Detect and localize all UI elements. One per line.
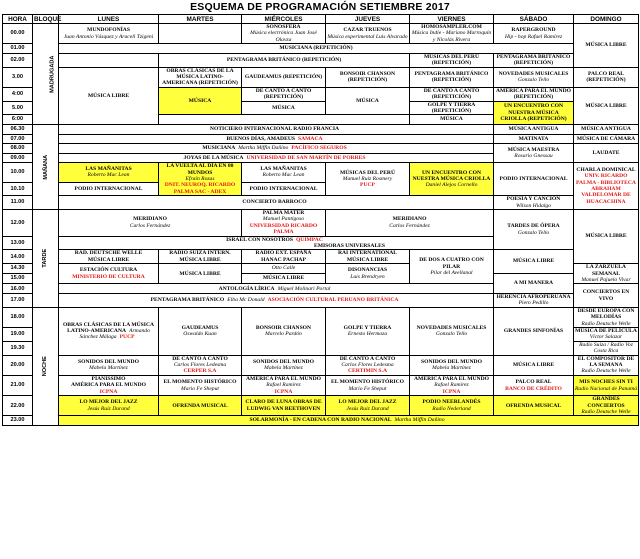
program-cell: ESTACIÓN CULTURA MINISTERIO DE CULTURA xyxy=(59,264,159,284)
program-cell: NOVEDADES MUSICALES Gonzalo Tello xyxy=(494,67,574,87)
program-cell: GAUDEAMUS (REPETICIÓN) xyxy=(242,67,326,87)
program-cell: CLARO DE LUNA OBRAS DE LUDWIG VAN BEETHOVEN xyxy=(242,396,326,416)
hour-label: 12.00 xyxy=(3,210,33,237)
hour-label: 19.00 xyxy=(3,328,33,342)
program-cell: LAS MAÑANITAS Roberto Mac Lean xyxy=(242,163,326,183)
program-cell: MÚSICA ANTIGUA xyxy=(574,124,639,134)
program-cell: CAZAR TRUENOS Música experimental Luis Alvarado xyxy=(326,24,410,44)
program-cell: LA ZARZUELA SEMANAL Manuel Pajuelo Vivar xyxy=(574,264,639,284)
hour-label: 07.00 xyxy=(3,134,33,144)
program-cell: DESDE EUROPA CON MELODÍAS Radio Deutsche Welle xyxy=(574,307,639,327)
page-title: ESQUEMA DE PROGRAMACIÓN SETIEMBRE 2017 xyxy=(190,1,450,13)
hour-label: 14.30 xyxy=(3,264,33,274)
program-cell: OBRAS CLÁSICAS DE LA MÚSICA LATINO-AMERICANA (REPETICIÓN) xyxy=(159,67,242,87)
hour-label: 21.00 xyxy=(3,375,33,395)
program-cell: Otto Calle xyxy=(242,264,326,274)
program-cell: PENTAGRAMA BRITÁNICO (REPETICIÓN) xyxy=(494,53,574,67)
schedule-table xyxy=(2,14,639,426)
program-cell: MÚSICA LIBRE xyxy=(494,355,574,375)
program-cell: GOLPE Y TIERRA (REPETICIÓN) xyxy=(410,101,494,115)
header-martes: MARTES xyxy=(159,15,242,24)
program-cell: BONSOIR CHANSON (REPETICIÓN) xyxy=(326,67,410,87)
program-cell: CONCIERTO BARROCO xyxy=(59,196,494,210)
row-0700 xyxy=(3,134,639,144)
program-cell: MÚSICA xyxy=(159,87,242,115)
hour-label: 22.00 xyxy=(3,396,33,416)
program-cell: HOMOSAMPLER.COM Música Indie - Mariano Marroquín y Nicolás Rivera xyxy=(410,24,494,44)
row-0100 xyxy=(3,44,639,54)
program-cell: GRANDES CONCIERTOS Radio Deutsche Welle xyxy=(574,396,639,416)
program-cell: DE CANTO A CANTO Carlos Flores Ledesma CERTIMIN S.A xyxy=(326,355,410,375)
header-viernes: VIERNES xyxy=(410,15,494,24)
row-2100 xyxy=(3,375,639,395)
row-2200 xyxy=(3,396,639,416)
hour-label: 01.00 xyxy=(3,44,33,54)
row-1000 xyxy=(3,163,639,183)
block-manana: MAÑANA xyxy=(33,124,59,209)
header-miercoles: MIÉRCOLES xyxy=(242,15,326,24)
block-noche: NOCHE xyxy=(33,307,59,425)
program-cell: ANTOLOGÍA LÍRICA Miguel Molinari Portal xyxy=(59,284,494,294)
hour-label: 08.00 xyxy=(3,144,33,154)
program-cell: PIANISSIMO AMÉRICA PARA EL MUNDO ICPNA xyxy=(59,375,159,395)
program-cell: RAPERGROUND Hip - hop Rafael Ramírez xyxy=(494,24,574,44)
row-0000 xyxy=(3,24,639,44)
program-cell: SOLARMONÍA - EN CADENA CON RADIO NACIONAL Martha Miffin Dañino xyxy=(59,416,639,426)
program-cell xyxy=(159,24,242,44)
program-cell: PODIO NEERLANDÉS Radio Nederland xyxy=(410,396,494,416)
program-cell: POESÍA Y CANCIÓN Wilson Hidalgo xyxy=(494,196,574,210)
row-0300 xyxy=(3,67,639,87)
program-cell: MÚSICA xyxy=(326,87,410,115)
row-0200 xyxy=(3,53,639,67)
program-cell: PENTAGRAMA BRITÁNICO (REPETICIÓN) xyxy=(410,67,494,87)
row-2000 xyxy=(3,355,639,375)
program-cell: EL COMPOSITOR DE LA SEMANA Radio Deutsche Welle xyxy=(574,355,639,375)
program-cell: SONIDOS DEL MUNDO Mabela Martínez xyxy=(410,355,494,375)
hour-label: 11.00 xyxy=(3,196,33,210)
header-jueves: JUEVES xyxy=(326,15,410,24)
program-cell: EL MOMENTO HISTÓRICO Mario Fe Sheput xyxy=(159,375,242,395)
program-cell: RADIO EXT. ESPAÑA HANAC PACHAP xyxy=(242,250,326,264)
row-1800 xyxy=(3,307,639,327)
program-cell: GOLPE Y TIERRA Ernesto Hermoza xyxy=(326,307,410,355)
program-cell: AMÉRICA PARA EL MUNDO Rafael Ramírez ICPNA xyxy=(410,375,494,395)
program-cell: OFRENDA MUSICAL xyxy=(494,396,574,416)
program-cell: MATINATA xyxy=(494,134,574,144)
program-cell: MUSICIANA (REPETICIÓN) xyxy=(59,44,574,54)
hour-label: 4:00 xyxy=(3,87,33,101)
program-cell: CHARLA DOMINICAL UNIV. RICARDO PALMA - BIBLIOTECA ABRAHAM VALDELOMAR DE HUACACHINA xyxy=(574,163,639,210)
program-cell: MÚSICA xyxy=(410,115,494,125)
hour-label: 5.00 xyxy=(3,101,33,115)
program-cell: LO MEJOR DEL JAZZ Jesús Ruiz Durand xyxy=(326,396,410,416)
program-cell: MÚSICA DE CÁMARA xyxy=(574,134,639,144)
program-cell: RAD. DEUTSCHE WELLE MÚSICA LIBRE xyxy=(59,250,159,264)
program-cell: DE DOS A CUATRO CON PILAR Pilar del Avellanal xyxy=(410,250,494,284)
hour-label: 13.00 xyxy=(3,236,33,250)
program-cell: MÚSICA LIBRE xyxy=(494,250,574,273)
hour-label: 6:00 xyxy=(3,115,33,125)
row-1100 xyxy=(3,196,639,210)
program-cell xyxy=(59,53,159,67)
program-cell: NOTICIERO INTERNACIONAL RADIO FRANCIA xyxy=(59,124,494,134)
program-cell: LA VUELTA AL DÍA EN 80 MUNDOS Efraín Rozas DNIT. NEUROQ. RICARDO PALMA SAC - ADEX xyxy=(159,163,242,196)
row-2300 xyxy=(3,416,639,426)
hour-label: 20.00 xyxy=(3,355,33,375)
program-cell: PENTAGRAMA BRITÁNICO (REPETICIÓN) xyxy=(159,53,410,67)
program-cell: OBRAS CLÁSICAS DE LA MÚSICA LATINO-AMERICANA Armando Sánchez Málaga PUCP xyxy=(59,307,159,355)
header-bloque: BLOQUE xyxy=(34,15,62,23)
program-cell: PENTAGRAMA BRITÁNICO Elba Mc Donald ASOCIACIÓN CULTURAL PERUANO BRITÁNICA xyxy=(59,294,494,308)
program-cell: SONOSFERA Música electrónica Juan José Olavza xyxy=(242,24,326,44)
program-cell: AMÉRICA PARA EL MUNDO Rafael Ramírez ICPNA xyxy=(242,375,326,395)
program-cell: MIS NOCHES SIN TI Radio Nacional de Panamá xyxy=(574,375,639,395)
program-cell: SONIDOS DEL MUNDO Mabela Martínez xyxy=(59,355,159,375)
hour-label: 06.30 xyxy=(3,124,33,134)
header-hora: HORA xyxy=(3,15,33,24)
program-cell: MÚSICA DE PELÍCULA Víctor Salazar xyxy=(575,328,637,341)
hour-label: 3.00 xyxy=(3,67,33,87)
program-cell: MÚSICA LIBRE xyxy=(59,67,159,124)
hour-label: 17.00 xyxy=(3,294,33,308)
program-cell: LO MEJOR DEL JAZZ Jesús Ruiz Durand xyxy=(59,396,159,416)
program-cell: NOVEDADES MUSICALES Gonzalo Tello xyxy=(410,307,494,355)
program-cell: MÚSICA MAESTRA Rosario Gnessau xyxy=(494,144,574,163)
row-0630 xyxy=(3,124,639,134)
program-cell: AMÉRICA PARA EL MUNDO (REPETICIÓN) xyxy=(494,87,574,101)
hour-label: 23.00 xyxy=(3,416,33,426)
hour-label: 02.00 xyxy=(3,53,33,67)
block-madrugada: MADRUGADA xyxy=(33,24,59,125)
program-cell: PALCO REAL (REPETICIÓN) xyxy=(574,67,639,87)
program-cell: UN ENCUENTRO CON NUESTRA MÚSICA CRIOLLA (REPETICIÓN) xyxy=(494,101,574,124)
program-cell: GAUDEAMUS Oswaldo Kuan xyxy=(159,307,242,355)
program-cell: MÚSICA xyxy=(242,101,326,115)
header-sabado: SÁBADO xyxy=(494,15,574,24)
hour-label: 10.10 xyxy=(3,182,33,196)
program-cell xyxy=(159,115,410,125)
header-lunes: LUNES xyxy=(59,15,159,24)
hour-label: 10.00 xyxy=(3,163,33,183)
program-cell: PODIO INTERNACIONAL xyxy=(242,182,326,196)
program-cell: DISONANCIAS Luis Brendryen xyxy=(326,264,410,284)
program-cell: Radio Suiza / Radio Voz Costa Rica xyxy=(574,341,639,355)
program-cell: PODIO INTERNACIONAL xyxy=(494,163,574,196)
program-cell: TARDES DE ÓPERA Gonzalo Tello xyxy=(494,210,574,250)
program-cell: BONSOIR CHANSON Marcelo Pardón xyxy=(242,307,326,355)
program-cell: BUENOS DÍAS, AMADEUS SAMACA xyxy=(59,134,494,144)
program-cell: ISRAEL CON NOSOTROS QUIMPAC EMISORAS UNIVERSALES xyxy=(59,236,494,250)
program-cell: A MI MANERA xyxy=(494,273,574,293)
program-cell: RADIO SUIZA INTERN. MÚSICA LIBRE xyxy=(159,250,242,264)
program-cell: UN ENCUENTRO CON NUESTRA MÚSICA CRIOLLA Daniel Alejos Cornello xyxy=(410,163,494,196)
program-cell: OFRENDA MUSICAL xyxy=(159,396,242,416)
program-cell: MÚSICA LIBRE xyxy=(242,273,326,284)
program-cell: PODIO INTERNACIONAL xyxy=(59,182,159,196)
program-cell: MÚSICA LIBRE xyxy=(574,24,639,68)
hour-label: 19.30 xyxy=(3,341,33,355)
program-cell: MÚSICAS DEL PERÚ Manuel Ruiz Rosmery PUCP xyxy=(326,163,410,196)
program-cell: DE CANTO A CANTO (REPETICIÓN) xyxy=(410,87,494,101)
header-row xyxy=(3,15,639,24)
program-cell: MÚSICA ANTIGUA xyxy=(494,124,574,134)
program-cell: SONIDOS DEL MUNDO Mabela Martínez xyxy=(242,355,326,375)
program-cell: MERIDIANO Carlos Fernández xyxy=(326,210,494,237)
program-cell: MERIDIANO Carlos Fernández xyxy=(59,210,242,237)
row-1700 xyxy=(3,294,639,308)
program-cell: MUSICIANA Martha Miffin Dañino PACÍFICO SEGUROS xyxy=(59,144,494,154)
hour-label: 18.00 xyxy=(3,307,33,327)
hour-label: 00.00 xyxy=(3,24,33,44)
program-cell: MUNDOFONÍAS Juan Antonio Vásquez y Araceli Tzigeni xyxy=(59,24,159,44)
header-domingo: DOMINGO xyxy=(574,15,639,24)
program-cell: PALCO REAL BANCO DE CRÉDITO xyxy=(494,375,574,395)
program-cell: MÚSICA LIBRE xyxy=(159,264,242,284)
program-cell: MÚSICAS DEL PERÚ (REPETICIÓN) xyxy=(410,53,494,67)
row-1400 xyxy=(3,250,639,264)
hour-label: 09.00 xyxy=(3,153,33,163)
program-cell: JOYAS DE LA MÚSICA UNIVERSIDAD DE SAN MARTÍN DE PORRES xyxy=(59,153,494,163)
program-cell: MÚSICA LIBRE xyxy=(574,210,639,264)
program-cell: DE CANTO A CANTO (REPETICIÓN) xyxy=(242,87,326,101)
block-tarde: TARDE xyxy=(33,210,59,308)
program-cell: HERENCIA AFROPERUANA Piero Pedillo xyxy=(494,294,574,308)
program-cell: DE CANTO A CANTO Carlos Flores Ledesma CERPER S.A xyxy=(159,355,242,375)
program-cell: RAI INTERNATIONAL MÚSICA LIBRE xyxy=(326,250,410,264)
program-cell: MÚSICA LIBRE xyxy=(574,87,639,124)
row-1200 xyxy=(3,210,639,237)
program-cell: GRANDES SINFONÍAS xyxy=(494,307,574,355)
hour-label: 15.00 xyxy=(3,273,33,284)
program-cell: LAUDATE xyxy=(574,144,639,163)
program-cell: EL MOMENTO HISTÓRICO Mario Fe Sheput xyxy=(326,375,410,395)
program-cell: CONCIERTOS EN VIVO xyxy=(574,284,639,307)
program-cell: LAS MAÑANITAS Roberto Mac Lean xyxy=(59,163,159,183)
program-cell: PALMA MATER Manuel Pantigoso UNIVERSIDAD RICARDO PALMA xyxy=(242,210,326,237)
hour-label: 14.00 xyxy=(3,250,33,264)
hour-label: 16.00 xyxy=(3,284,33,294)
row-0800 xyxy=(3,144,639,154)
